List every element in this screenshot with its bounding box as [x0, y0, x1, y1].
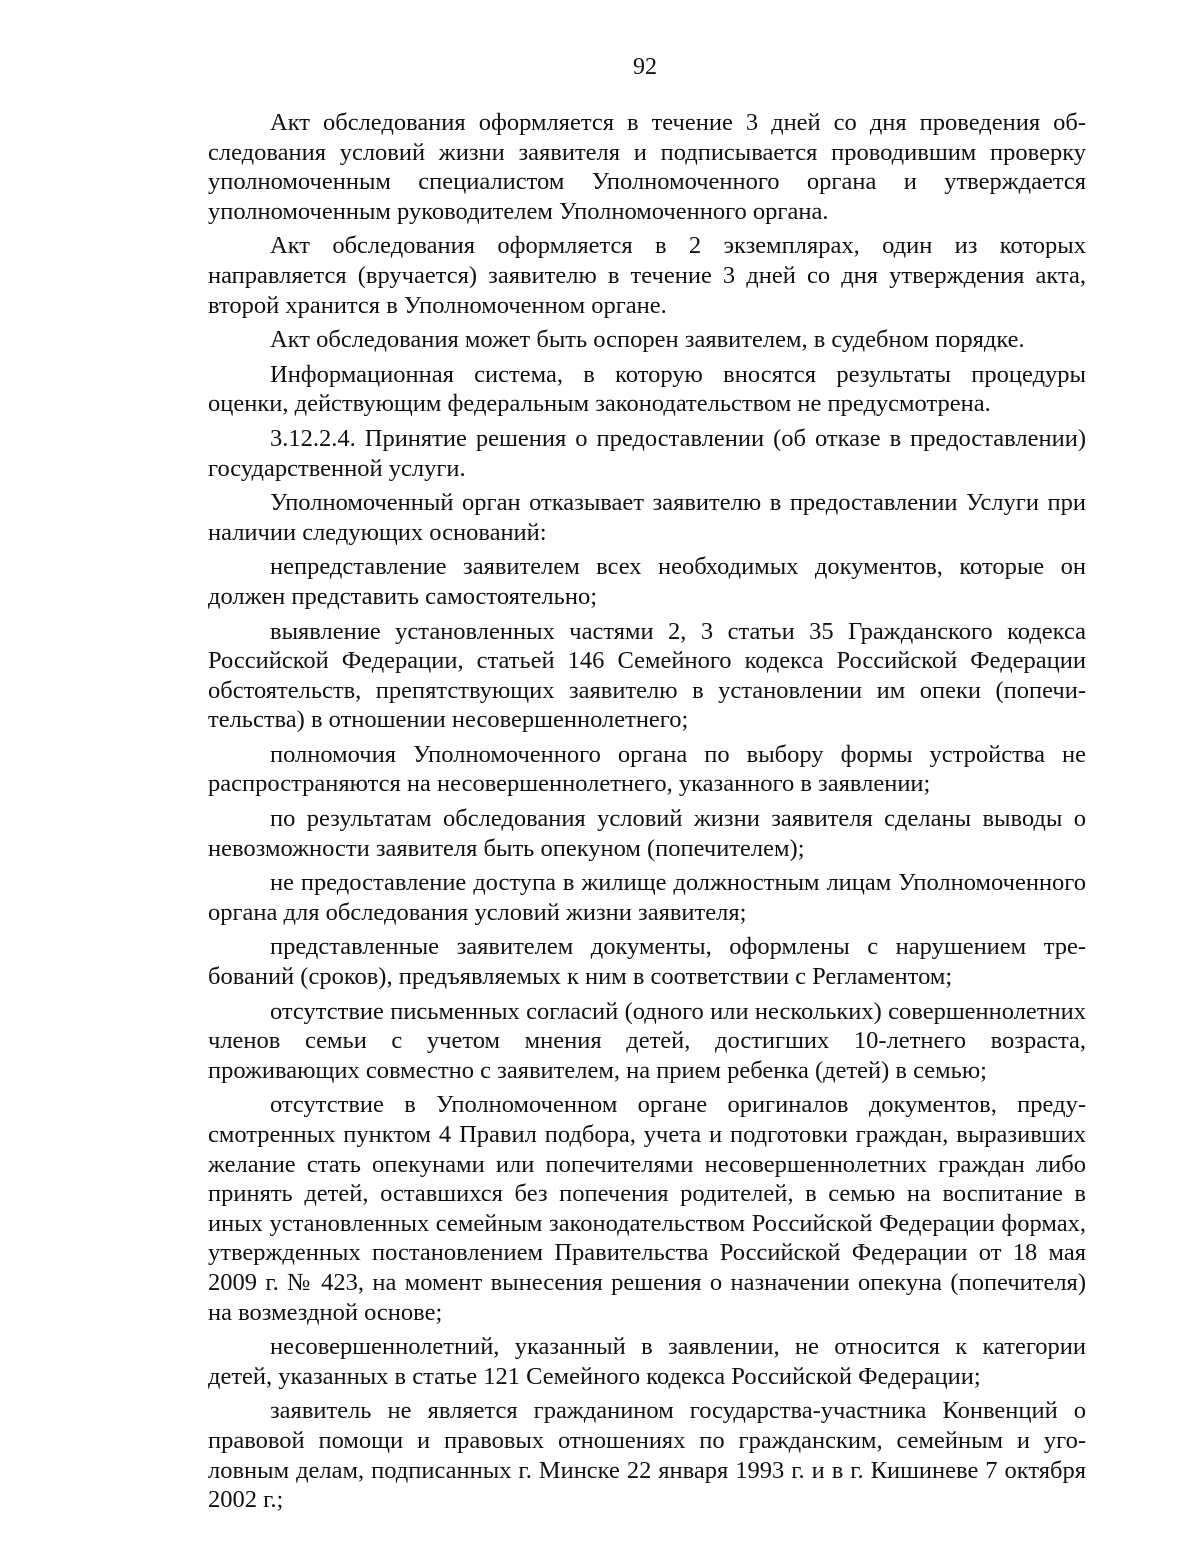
- refusal-ground-family-consent: отсутствие письменных согласий (одного или нескольких) совершеннолетних членов семьи с учетом мнения детей, достигших 10-летнего возраста, проживающих совместно с заявителем, на прием ребенка (детей) в семью;: [208, 997, 1086, 1084]
- paragraph-refusal-grounds-intro: Уполномоченный орган отказывает заявителю в предоставлении Услуги при наличии следующих оснований:: [208, 489, 1086, 546]
- refusal-ground-citizenship: заявитель не является гражданином государства-участника Конвенций о правовой помощи и правовых отношениях по гражданским, семейным и уголовным делам, подписанных г. Минске 22 января 1993 г. и в г. Кишиневе 7 октября 2002 г.;: [208, 1397, 1086, 1514]
- refusal-ground-authority-powers: полномочия Уполномоченного органа по выбору формы устройства не распространяются на несовершеннолетнего, указанного в заявлении;: [208, 740, 1086, 798]
- paragraph-act-processing: Акт обследования оформляется в течение 3 дней со дня проведения обследования условий жизни заявителя и подписывается проводившим проверку уполномоченным специалистом Уполномоченного органа и утверждается уполномоченным руководителем Уполномоченного органа.: [208, 109, 1086, 225]
- refusal-ground-child-category: несовершеннолетний, указанный в заявлении, не относится к категории детей, указанных в статье 121 Семейного кодекса Российской Федерации;: [208, 1333, 1086, 1390]
- refusal-ground-no-access: не предоставление доступа в жилище должностным лицам Уполномоченного органа для обследования условий жизни заявителя;: [208, 869, 1086, 926]
- paragraph-information-system: Информационная система, в которую вносятся результаты процедуры оценки, действующим федеральным законодательством не предусмотрена.: [208, 360, 1086, 418]
- paragraph-act-appeal: Акт обследования может быть оспорен заявителем, в судебном порядке.: [270, 326, 1025, 354]
- refusal-ground-inspection-results: по результатам обследования условий жизни заявителя сделаны выводы о невозможности заявителя быть опекуном (попечителем);: [208, 805, 1086, 862]
- section-heading-3-12-2-4: 3.12.2.4. Принятие решения о предоставлении (об отказе в предоставлении) государственной услуги.: [208, 424, 1086, 482]
- page-number: 92: [633, 54, 657, 80]
- paragraph-act-copies: Акт обследования оформляется в 2 экземплярах, один из которых направляется (вручается) заявителю в течение 3 дней со дня утверждения акта, второй хранится в Уполномоченном органе.: [208, 232, 1086, 319]
- document-body: [208, 108, 1086, 1520]
- refusal-ground-civil-code: выявление установленных частями 2, 3 статьи 35 Гражданского кодекса Российской Федерации, статьей 146 Семейного кодекса Российской Федерации обстоятельств, препятствующих заявителю в установлении им опеки (попечительства) в отношении несовершеннолетнего;: [208, 617, 1086, 734]
- refusal-ground-document-violations: представленные заявителем документы, оформлены с нарушением требований (сроков), предъявляемых к ним в соответствии с Регламентом;: [208, 933, 1086, 991]
- refusal-ground-missing-documents: непредставление заявителем всех необходимых документов, которые он должен представить самостоятельно;: [208, 553, 1086, 610]
- refusal-ground-missing-originals: отсутствие в Уполномоченном органе оригиналов документов, предусмотренных пунктом 4 Правил подбора, учета и подготовки граждан, выразивших желание стать опекунами или попечителями несовершеннолетних граждан либо принять детей, оставшихся без попечения родителей, в семью на воспитание в иных установленных семейным законодательством Российской Федерации формах, утвержденных постановлением Правительства Российской Федерации от 18 мая 2009 г. № 423, на момент вынесения решения о назначении опекуна (попечителя) на возмездной основе;: [208, 1091, 1086, 1326]
